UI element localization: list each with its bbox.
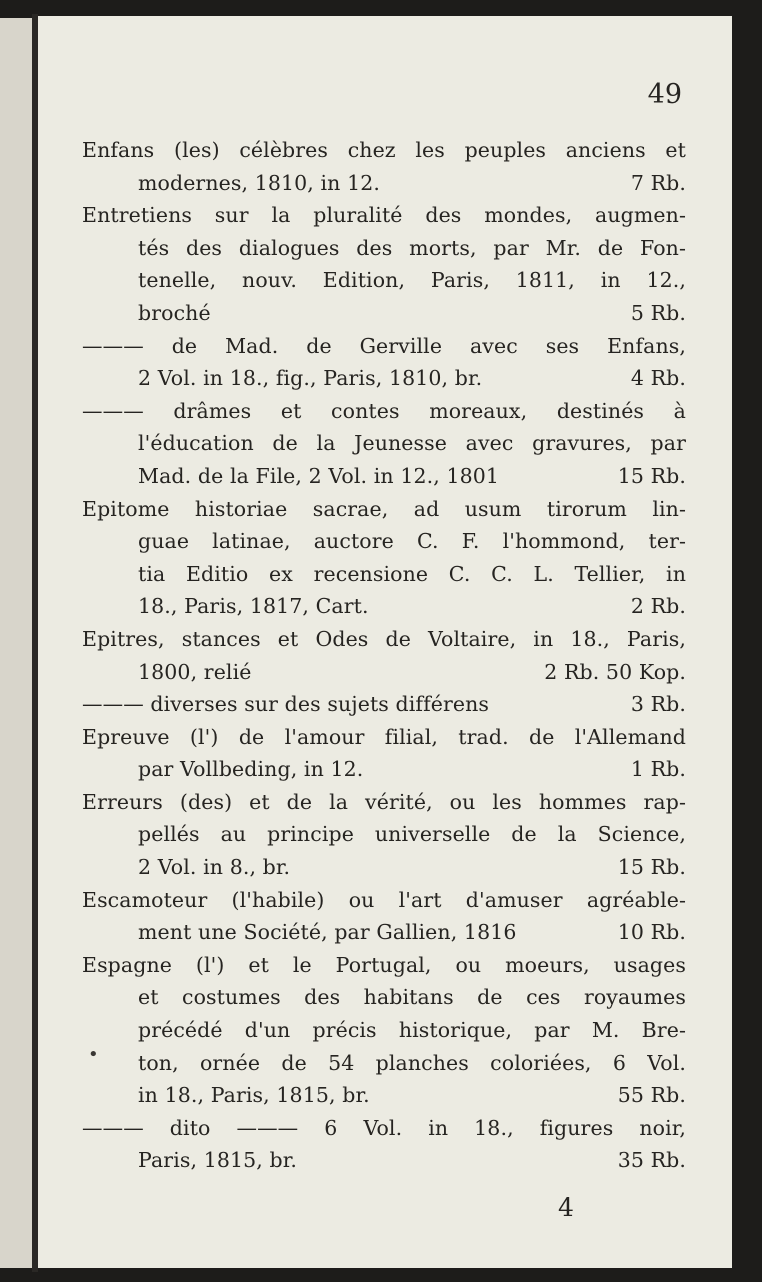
page-number: 49: [647, 79, 682, 110]
entry-text: 1800, relié: [138, 659, 252, 684]
signature-mark: 4: [558, 1193, 574, 1222]
entry-line-with-price: [82, 460, 686, 493]
catalog-entry: [82, 884, 686, 949]
entry-line-with-price: [82, 362, 686, 395]
entry-text: Epitres, stances et Odes de Voltaire, in 18., Paris,: [82, 626, 686, 651]
entry-text: ment une Société, par Gallien, 1816: [138, 920, 517, 945]
left-page-edge: [0, 18, 32, 1268]
catalog-entry: [82, 949, 686, 1112]
entry-line: [82, 1014, 686, 1047]
entry-price: 2 Rb.: [630, 594, 686, 619]
entry-line-with-price: [82, 297, 686, 330]
entry-text: Paris, 1815, br.: [138, 1148, 297, 1173]
entry-line: [82, 786, 686, 819]
entry-line-with-price: [82, 167, 686, 200]
entry-line: [82, 1112, 686, 1145]
entry-line: [82, 330, 686, 363]
entry-line: [82, 623, 686, 656]
entry-text: Entretiens sur la pluralité des mondes, augmen-: [82, 203, 686, 228]
entry-line-with-price: [82, 1144, 686, 1177]
entry-text: précédé d'un précis historique, par M. Bre-: [138, 1018, 686, 1043]
entry-line: [82, 427, 686, 460]
entry-text: Mad. de la File, 2 Vol. in 12., 1801: [138, 463, 500, 488]
entry-text: Escamoteur (l'habile) ou l'art d'amuser agréable-: [82, 887, 686, 912]
entry-price: 2 Rb. 50 Kop.: [544, 659, 686, 684]
entry-price: 3 Rb.: [630, 692, 686, 717]
entry-line: [82, 884, 686, 917]
entry-line-with-price: [82, 851, 686, 884]
entry-text: tia Editio ex recensione C. C. L. Tellier, in: [138, 561, 686, 586]
entry-line: [82, 721, 686, 754]
catalog-entry: [82, 395, 686, 493]
entry-line: [82, 1044, 686, 1080]
catalog-entry: [82, 786, 686, 884]
entry-text: broché: [138, 300, 211, 325]
entry-text: modernes, 1810, in 12.: [138, 170, 381, 195]
entry-text: Espagne (l') et le Portugal, ou moeurs, usages: [82, 952, 686, 977]
entry-line: [82, 949, 686, 982]
entry-text: tés des dialogues des morts, par Mr. de Fon-: [138, 235, 686, 260]
entry-line-with-price: [82, 688, 686, 721]
catalog-entry: [82, 199, 686, 329]
entry-text: et costumes des habitans de ces royaumes: [138, 985, 686, 1010]
catalog-entry: [82, 623, 686, 688]
entry-text: Enfans (les) célèbres chez les peuples anciens et: [82, 138, 686, 162]
entry-text: 18., Paris, 1817, Cart.: [138, 594, 369, 619]
catalog-page: [38, 16, 732, 1268]
catalog-entry: [82, 1112, 686, 1177]
catalog-entry: [82, 134, 686, 199]
catalog-entry: [82, 721, 686, 786]
entry-price: 4 Rb.: [630, 366, 686, 391]
entry-price: 1 Rb.: [630, 757, 686, 782]
margin-bullet: •: [88, 1044, 99, 1065]
entry-text: Epreuve (l') de l'amour filial, trad. de l'Allemand: [82, 724, 686, 749]
entry-line: [82, 199, 686, 232]
entry-line: [82, 264, 686, 297]
entry-text: tenelle, nouv. Edition, Paris, 1811, in 12.,: [138, 268, 686, 293]
entry-price: 15 Rb.: [617, 463, 686, 488]
catalog-entry: [82, 330, 686, 395]
entry-text: ton, ornée de 54 planches coloriées, 6 Vol.: [138, 1050, 686, 1075]
entry-line-with-price: [82, 656, 686, 689]
entry-text: ——— de Mad. de Gerville avec ses Enfans,: [82, 333, 686, 358]
entry-text: par Vollbeding, in 12.: [138, 757, 364, 782]
entry-text: ——— diverses sur des sujets différens: [82, 692, 490, 717]
catalog-entry: [82, 493, 686, 623]
catalog-entry: [82, 688, 686, 721]
entry-price: 10 Rb.: [617, 920, 686, 945]
catalog-entries: [82, 134, 686, 1177]
entry-line-with-price: [82, 1079, 686, 1112]
entry-text: Erreurs (des) et de la vérité, ou les hommes rap-: [82, 789, 686, 814]
entry-line: [82, 818, 686, 851]
entry-line-with-price: [82, 590, 686, 623]
entry-text: Epitome historiae sacrae, ad usum tirorum lin-: [82, 496, 686, 521]
entry-price: 5 Rb.: [630, 300, 686, 325]
entry-text: 2 Vol. in 18., fig., Paris, 1810, br.: [138, 366, 483, 391]
entry-line: [82, 395, 686, 428]
entry-text: guae latinae, auctore C. F. l'hommond, ter-: [138, 529, 686, 554]
entry-text: pellés au principe universelle de la Science,: [138, 822, 686, 847]
entry-line: [82, 525, 686, 558]
entry-price: 35 Rb.: [617, 1148, 686, 1173]
entry-price: 15 Rb.: [617, 855, 686, 880]
entry-text: ——— dito ——— 6 Vol. in 18., figures noir,: [82, 1115, 686, 1140]
entry-text: in 18., Paris, 1815, br.: [138, 1083, 370, 1108]
entry-line-with-price: [82, 916, 686, 949]
entry-price: 55 Rb.: [617, 1083, 686, 1108]
entry-line: [82, 232, 686, 265]
entry-line: [82, 493, 686, 526]
entry-text: ——— drâmes et contes moreaux, destinés à: [82, 398, 686, 423]
entry-line: [82, 558, 686, 591]
entry-line: [82, 981, 686, 1014]
entry-line: [82, 134, 686, 167]
entry-price: 7 Rb.: [630, 170, 686, 195]
entry-text: 2 Vol. in 8., br.: [138, 855, 291, 880]
entry-line-with-price: [82, 753, 686, 786]
entry-text: l'éducation de la Jeunesse avec gravures, par: [138, 431, 686, 456]
